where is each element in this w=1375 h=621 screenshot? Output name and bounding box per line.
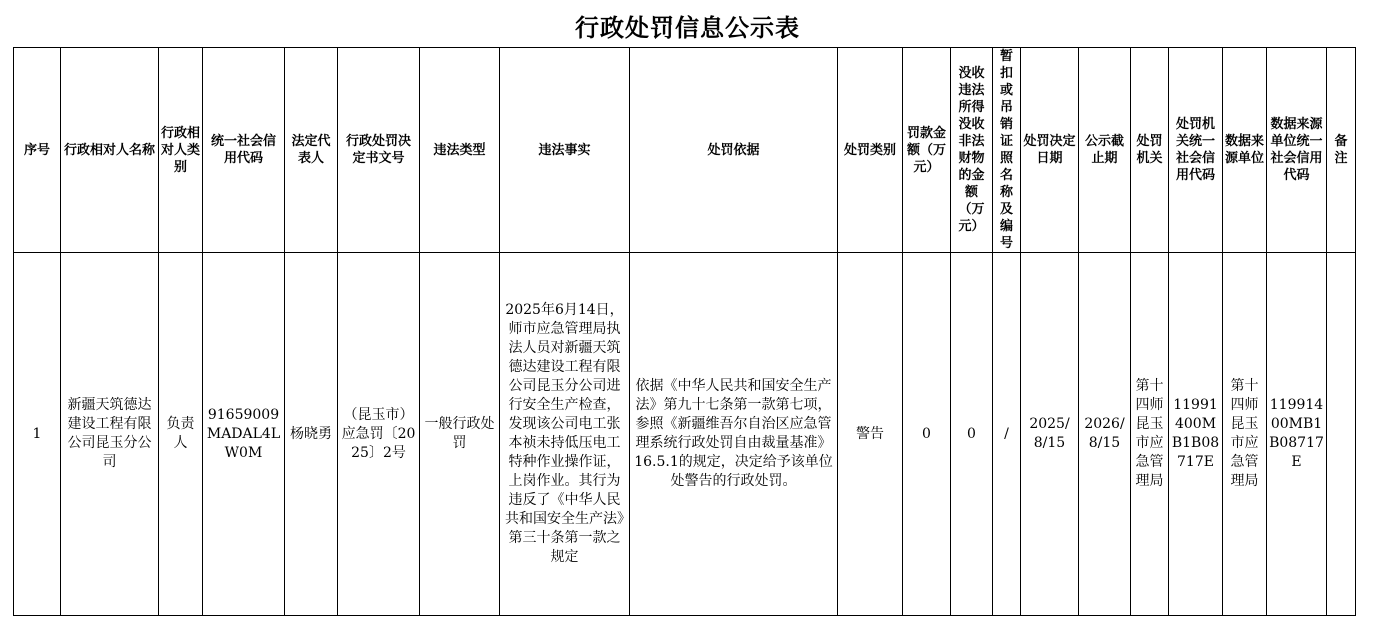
header-fine: 罚款金额（万元）	[903, 48, 951, 253]
header-party-type: 行政相对人类别	[159, 48, 203, 253]
header-seq: 序号	[14, 48, 61, 253]
header-credit-code: 统一社会信用代码	[203, 48, 285, 253]
header-doc-no: 行政处罚决定书文号	[338, 48, 420, 253]
cell-source-unit: 第十四师昆玉市应急管理局	[1223, 253, 1267, 616]
header-decision-date: 处罚决定日期	[1021, 48, 1079, 253]
header-violation-facts: 违法事实	[500, 48, 630, 253]
cell-doc-no: （昆玉市）应急罚〔2025〕2号	[338, 253, 420, 616]
page-title: 行政处罚信息公示表	[575, 13, 800, 42]
header-remark: 备注	[1327, 48, 1356, 253]
cell-penalty-type: 警告	[838, 253, 903, 616]
header-deadline: 公示截止期	[1079, 48, 1131, 253]
cell-source-code: 11991400MB1B08717E	[1267, 253, 1327, 616]
header-party-name: 行政相对人名称	[61, 48, 159, 253]
header-legal-rep: 法定代表人	[285, 48, 338, 253]
table-row	[14, 253, 1356, 616]
header-penalty-type: 处罚类别	[838, 48, 903, 253]
cell-seq: 1	[14, 253, 61, 616]
cell-credit-code: 91659009MADAL4LW0M	[203, 253, 285, 616]
cell-confiscation: 0	[951, 253, 993, 616]
cell-remark	[1327, 253, 1356, 616]
header-source-unit: 数据来源单位	[1223, 48, 1267, 253]
cell-deadline: 2026/8/15	[1079, 253, 1131, 616]
cell-party-type: 负责人	[159, 253, 203, 616]
header-basis: 处罚依据	[630, 48, 838, 253]
header-violation-type: 违法类型	[420, 48, 500, 253]
header-license-suspend: 暂扣或吊销证照名称及编号	[993, 48, 1021, 253]
penalty-table	[13, 47, 1356, 616]
cell-violation-facts: 2025年6月14日，师市应急管理局执法人员对新疆天筑德达建设工程有限公司昆玉分公司进行安全生产检查，发现该公司电工张本祯未持低压电工特种作业操作证，上岗作业。其行为违反了《中华人民共和国安全生产法》第三十条第一款之规定	[500, 253, 630, 616]
cell-violation-type: 一般行政处罚	[420, 253, 500, 616]
cell-fine: 0	[903, 253, 951, 616]
cell-authority-code: 11991400MB1B08717E	[1169, 253, 1223, 616]
cell-basis: 依据《中华人民共和国安全生产法》第九十七条第一款第七项，参照《新疆维吾尔自治区应急管理系统行政处罚自由裁量基准》16.5.1的规定，决定给予该单位处警告的行政处罚。	[630, 253, 838, 616]
table-header-row	[14, 48, 1356, 253]
cell-party-name: 新疆天筑德达建设工程有限公司昆玉分公司	[61, 253, 159, 616]
header-confiscation: 没收违法所得没收非法财物的金额（万元）	[951, 48, 993, 253]
cell-authority: 第十四师昆玉市应急管理局	[1131, 253, 1169, 616]
cell-legal-rep: 杨晓勇	[285, 253, 338, 616]
header-source-code: 数据来源单位统一社会信用代码	[1267, 48, 1327, 253]
header-authority: 处罚机关	[1131, 48, 1169, 253]
header-authority-code: 处罚机关统一社会信用代码	[1169, 48, 1223, 253]
cell-decision-date: 2025/8/15	[1021, 253, 1079, 616]
cell-license-suspend: /	[993, 253, 1021, 616]
